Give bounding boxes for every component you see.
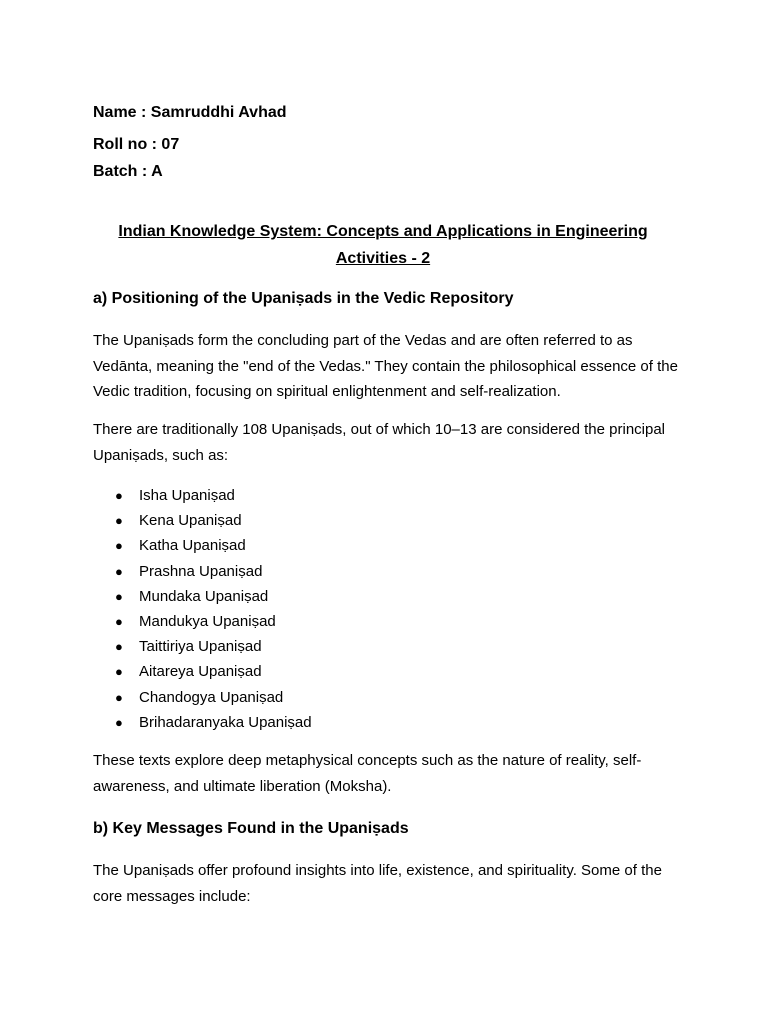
bullet-icon: ●	[115, 563, 123, 579]
bullet-icon: ●	[115, 488, 123, 503]
list-item-text: Mundaka Upaniṣad	[139, 587, 269, 605]
list-item-text: Mandukya Upaniṣad	[139, 612, 276, 630]
bullet-icon: ●	[115, 664, 123, 680]
document-title-line-1: Indian Knowledge System: Concepts and Applications in Engineering	[118, 223, 648, 240]
bullet-icon: ●	[115, 714, 123, 730]
list-item-text: Taittiriya Upaniṣad	[139, 638, 262, 656]
bullet-icon: ●	[115, 513, 123, 529]
bullet-icon: ●	[115, 613, 123, 629]
bullet-icon: ●	[115, 588, 123, 604]
list-item-text: Isha Upaniṣad	[139, 487, 235, 504]
section-a-paragraph-1: The Upaniṣads form the concluding part of the Vedas and are often referred to as Vedānta, meaning the "end of the Vedas." They contain the philosophical essence of the Vedic tradition, focusing on spiritual enlightenment and self-realization.	[93, 332, 678, 400]
section-a-paragraph-2: There are traditionally 108 Upaniṣads, out of which 10–13 are considered the principal Upaniṣads, such as:	[93, 421, 666, 464]
section-a-heading: a) Positioning of the Upaniṣads in the Vedic Repository	[93, 290, 514, 307]
section-b-paragraph-1: The Upaniṣads offer profound insights into life, existence, and spirituality. Some of the core messages include:	[93, 862, 662, 905]
section-b-heading: b) Key Messages Found in the Upaniṣads	[93, 820, 409, 837]
bullet-icon: ●	[115, 538, 123, 554]
bullet-icon: ●	[115, 689, 123, 705]
bullet-icon: ●	[115, 639, 123, 655]
batch: Batch : A	[93, 163, 163, 180]
list-item-text: Katha Upaniṣad	[139, 537, 246, 555]
document-title	[93, 218, 673, 272]
document-title-line-2: Activities - 2	[335, 250, 431, 267]
list-item-text: Brihadaranyaka Upaniṣad	[139, 713, 312, 731]
roll-number: Roll no : 07	[93, 136, 180, 153]
list-item-text: Prashna Upaniṣad	[139, 562, 263, 580]
list-item-text: Aitareya Upaniṣad	[139, 663, 262, 681]
section-a-paragraph-3: These texts explore deep metaphysical concepts such as the nature of reality, self-awareness, and ultimate liberation (Moksha).	[93, 752, 642, 795]
list-item-text: Kena Upaniṣad	[139, 512, 242, 530]
student-name: Name : Samruddhi Avhad	[93, 104, 287, 121]
list-item-text: Chandogya Upaniṣad	[139, 688, 284, 706]
